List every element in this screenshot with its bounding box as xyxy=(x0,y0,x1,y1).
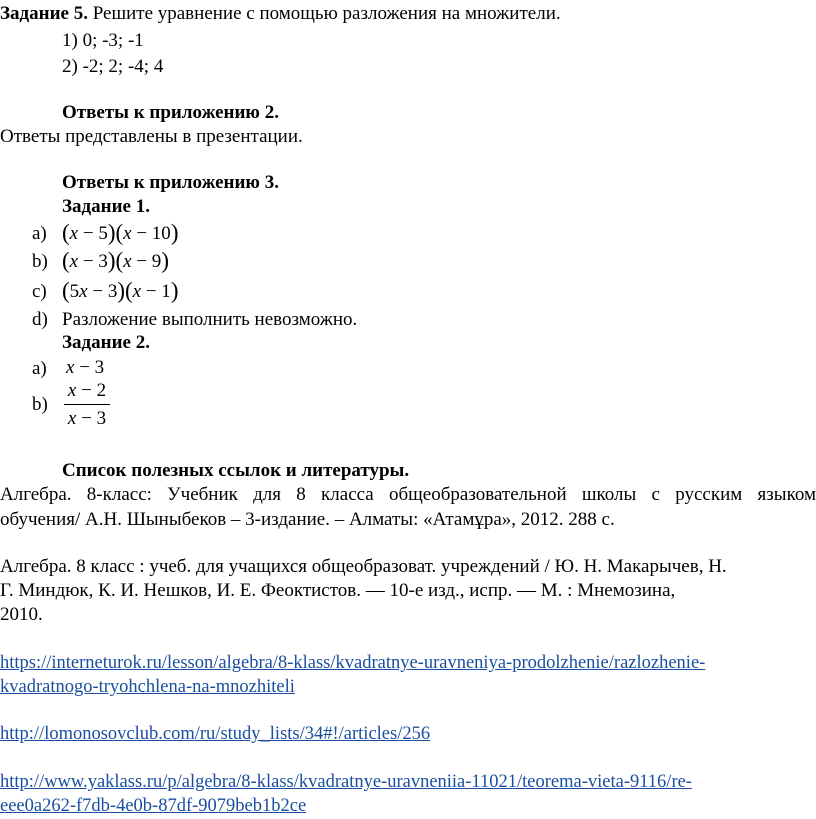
task2-expr-a: x − 3 xyxy=(66,357,105,378)
task1-expr-a: (x − 5)(x − 10) xyxy=(62,220,179,245)
link-yaklass-line-2[interactable]: eee0a262-f7db-4e0b-87df-9079beb1b2ce xyxy=(0,796,307,816)
task2-fraction-b xyxy=(64,380,110,430)
link-yaklass-line-1[interactable]: http://www.yaklass.ru/p/algebra/8-klass/kvadratnye-uravneniia-11021/teorema-vieta-9116/re- xyxy=(0,772,692,792)
appendix2-text: Ответы представлены в презентации. xyxy=(0,126,303,147)
task1-label-b: b) xyxy=(32,251,48,272)
task5-heading: Задание 5. xyxy=(0,3,88,24)
task2-label-b: b) xyxy=(32,394,48,415)
references-heading: Список полезных ссылок и литературы. xyxy=(62,460,410,481)
book-1-line-2: обучения/ А.Н. Шыныбеков – 3-издание. – Алматы: «Атамұра», 2012. 288 с. xyxy=(0,509,615,530)
appendix2-heading: Ответы к приложению 2. xyxy=(62,102,279,123)
task1-expr-c: (5x − 3)(x − 1) xyxy=(62,278,179,303)
fraction-denominator: x − 3 xyxy=(67,408,107,429)
task5-answer-2: 2) -2; 2; -4; 4 xyxy=(62,56,164,77)
book-2-line-2: Г. Миндюк, К. И. Нешков, И. Е. Феоктистов. — 10-е изд., испр. — М. : Мнемозина, xyxy=(0,580,676,601)
link-interneturok-line-1[interactable]: https://interneturok.ru/lesson/algebra/8-klass/kvadratnye-uravneniya-prodolzhenie/razlozhenie- xyxy=(0,653,706,673)
book-1-line-1: Алгебра. 8-класс: Учебник для 8 класса общеобразовательной школы с русским языком xyxy=(0,484,816,505)
task5-answer-1: 1) 0; -3; -1 xyxy=(62,30,144,51)
task1-label-c: c) xyxy=(32,281,47,302)
task5-line xyxy=(0,3,561,25)
link-interneturok-line-2[interactable]: kvadratnogo-tryohchlena-na-mnozhiteli xyxy=(0,677,295,697)
fraction-bar xyxy=(64,404,110,405)
appendix3-heading: Ответы к приложению 3. xyxy=(62,172,279,193)
task1-expr-d: Разложение выполнить невозможно. xyxy=(62,309,358,330)
task2-label-a: a) xyxy=(32,358,47,379)
book-2-line-1: Алгебра. 8 класс : учеб. для учащихся общеобразоват. учреждений / Ю. Н. Макарычев, Н. xyxy=(0,556,727,577)
task1-label-d: d) xyxy=(32,309,48,330)
appendix3-task2-heading: Задание 2. xyxy=(62,332,150,353)
task5-instruction: Решите уравнение с помощью разложения на множители. xyxy=(87,3,561,24)
book-2-line-3: 2010. xyxy=(0,604,43,625)
task1-label-a: a) xyxy=(32,223,47,244)
fraction-numerator: x − 2 xyxy=(67,380,107,401)
appendix3-task1-heading: Задание 1. xyxy=(62,196,150,217)
task1-expr-b: (x − 3)(x − 9) xyxy=(62,248,169,273)
link-lomonosovclub[interactable]: http://lomonosovclub.com/ru/study_lists/34#!/articles/256 xyxy=(0,724,431,744)
